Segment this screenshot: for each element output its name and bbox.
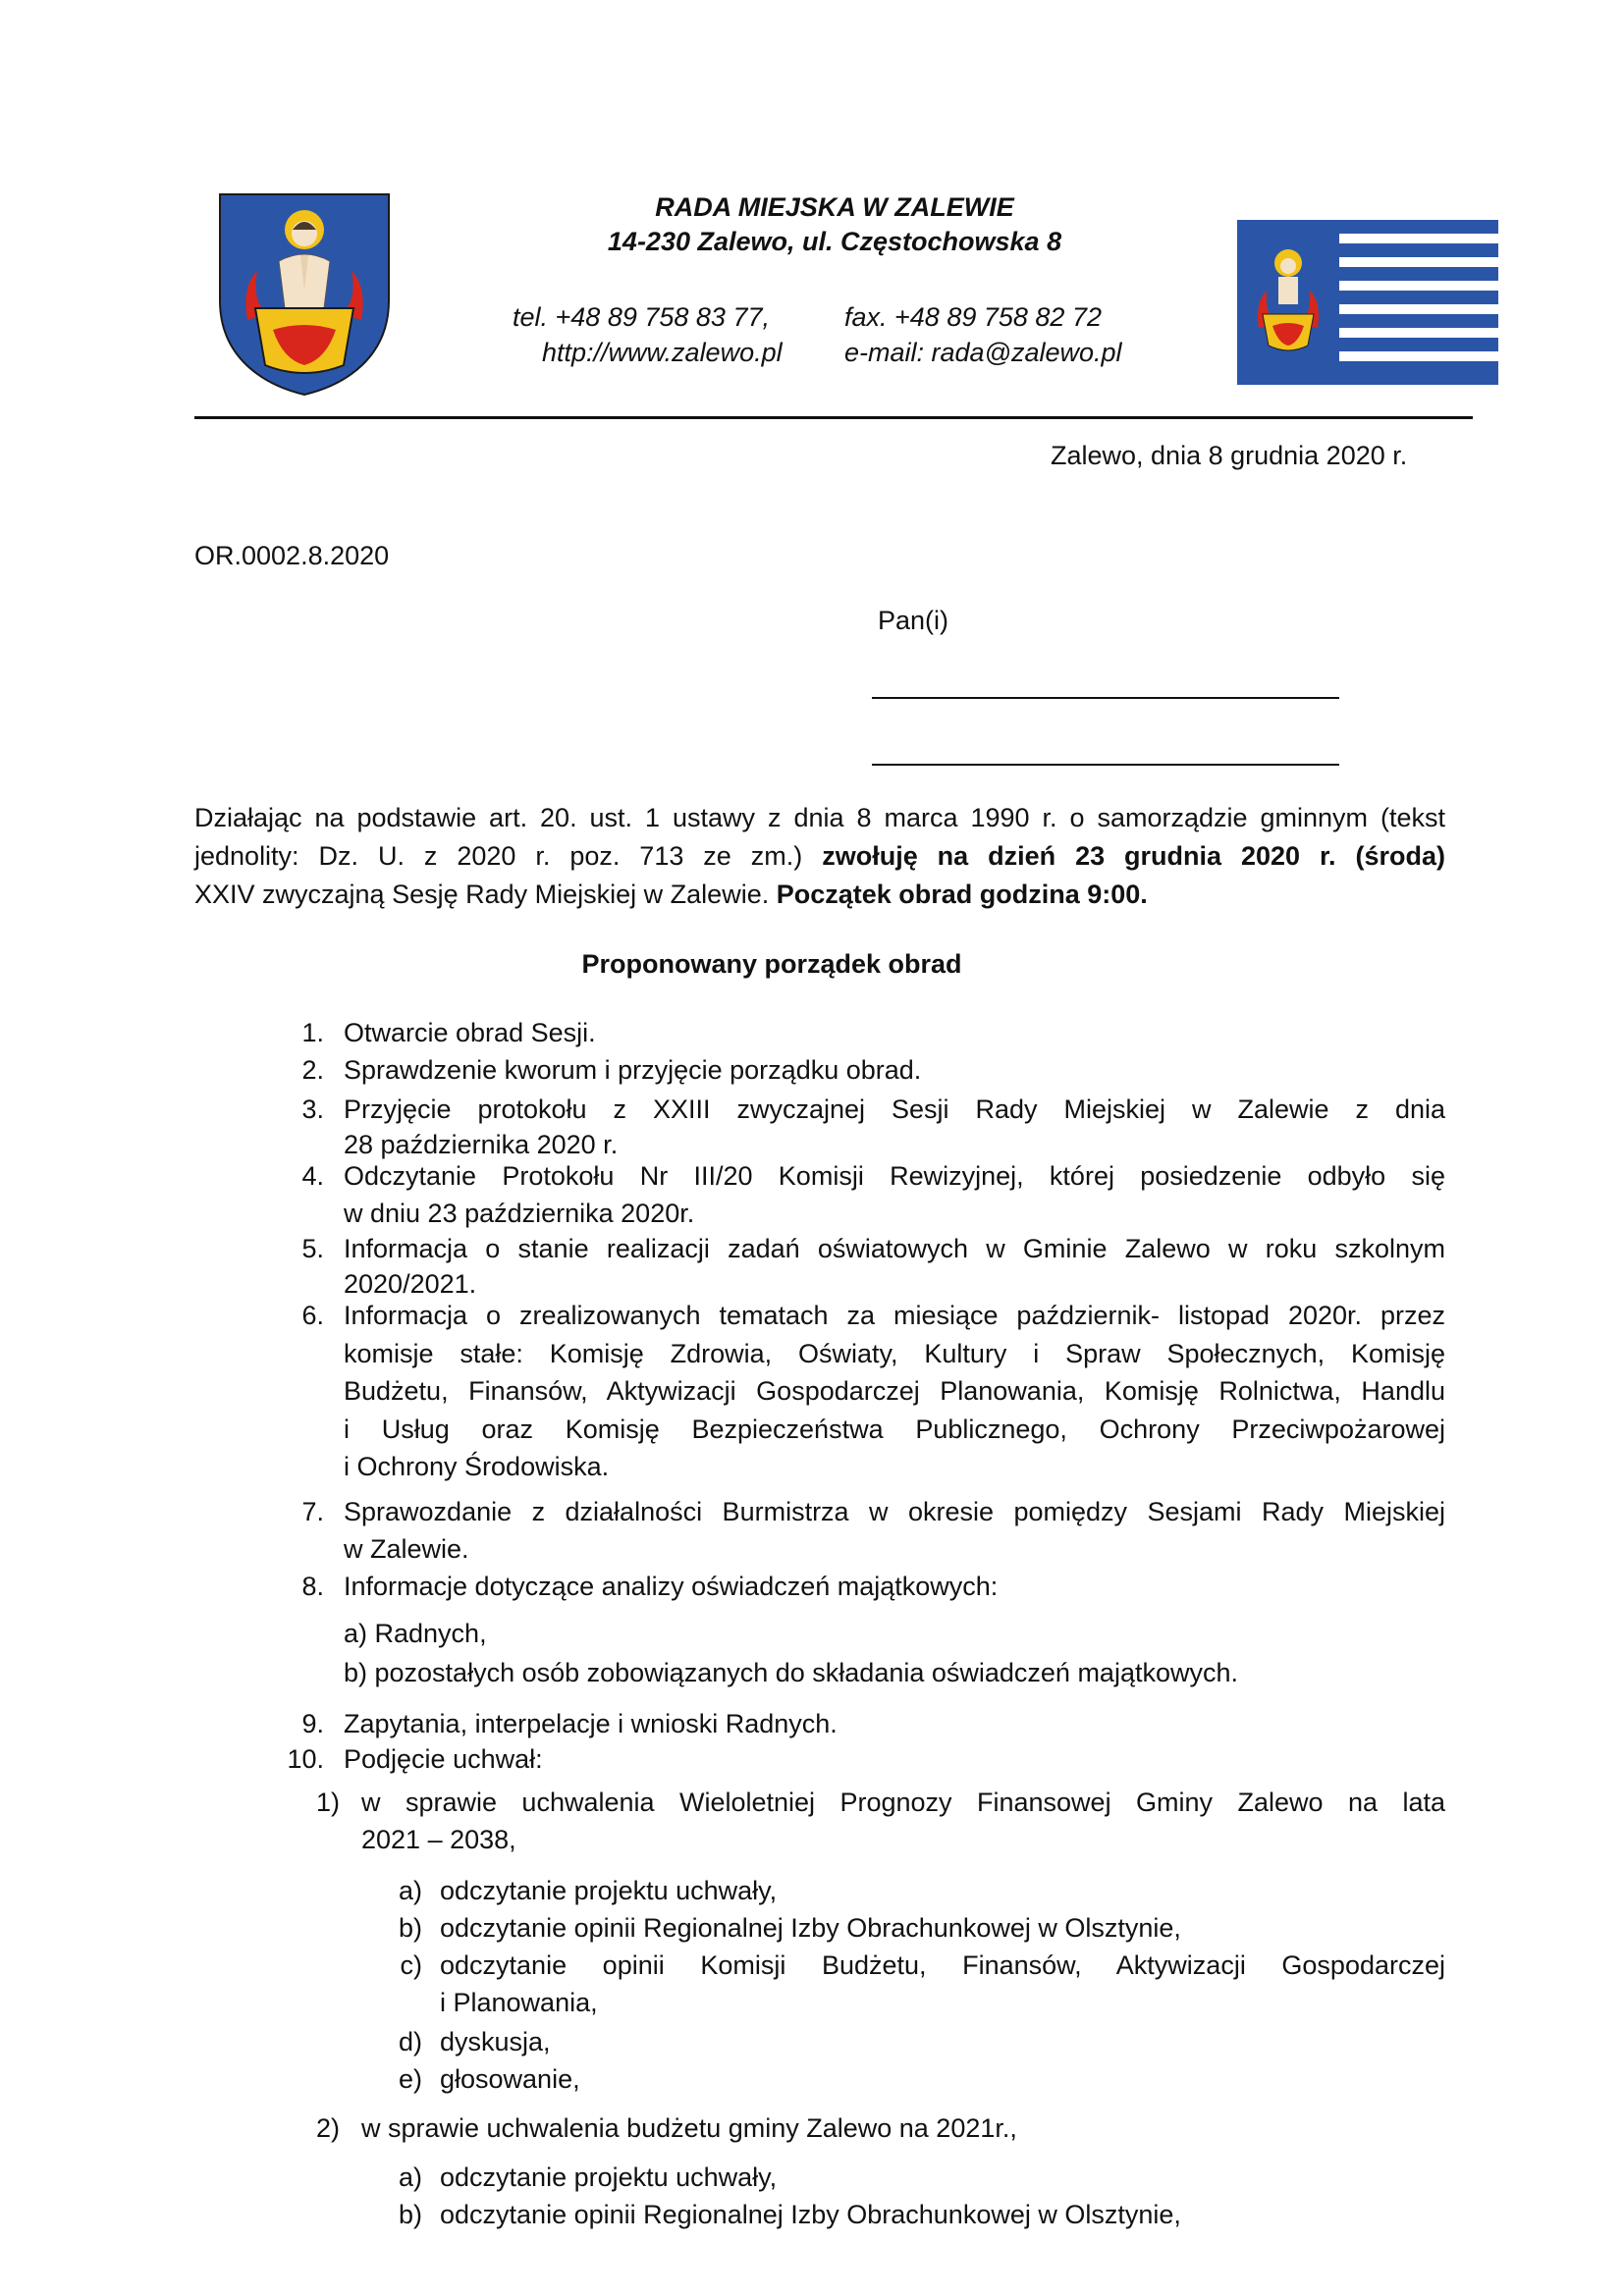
council-title: RADA MIEJSKA W ZALEWIE: [655, 192, 1014, 222]
agenda-item-text: i Usług oraz Komisję Bezpieczeństwa Publicznego, Ochrony Przeciwpożarowej: [344, 1414, 1445, 1444]
addressee-label: Pan(i): [878, 606, 949, 635]
intro-line-3-text: XXIV zwyczajną Sesję Rady Miejskiej w Zalewie.: [194, 880, 777, 909]
agenda-subitem: b) pozostałych osób zobowiązanych do składania oświadczeń majątkowych.: [344, 1658, 1238, 1687]
agenda-subitem: a) Radnych,: [344, 1619, 487, 1648]
agenda-item-text: Przyjęcie protokołu z XXIII zwyczajnej Sesji Rady Miejskiej w Zalewie z dnia: [344, 1095, 1445, 1124]
agenda-item-text: Informacje dotyczące analizy oświadczeń majątkowych:: [344, 1572, 999, 1601]
agenda-item-number: 4.: [301, 1161, 324, 1191]
resolution-step-text: dyskusja,: [440, 2027, 551, 2056]
session-date: zwołuję na dzień 23 grudnia 2020 r. (środa): [822, 841, 1445, 871]
resolution-number: 2): [315, 2113, 340, 2143]
agenda-item-number: 2.: [301, 1055, 324, 1085]
date-line: Zalewo, dnia 8 grudnia 2020 r.: [1051, 441, 1408, 470]
agenda-item-text: 2020/2021.: [344, 1269, 477, 1299]
agenda-item-text: Zapytania, interpelacje i wnioski Radnych.: [344, 1709, 838, 1738]
reference-number: OR.0002.8.2020: [194, 541, 390, 570]
header-rule: [194, 416, 1473, 419]
agenda-item-text: komisje stałe: Komisję Zdrowia, Oświaty, Kultury i Spraw Społecznych, Komisję: [344, 1338, 1445, 1368]
agenda-item-text: Odczytanie Protokołu Nr III/20 Komisji Rewizyjnej, której posiedzenie odbyło się: [344, 1161, 1445, 1191]
agenda-item-number: 10.: [287, 1744, 324, 1774]
resolution-text: w sprawie uchwalenia Wieloletniej Prognozy Finansowej Gminy Zalewo na lata: [361, 1788, 1445, 1817]
resolution-step-text: odczytanie opinii Regionalnej Izby Obrachunkowej w Olsztynie,: [440, 2200, 1181, 2229]
agenda-item-text: i Ochrony Środowiska.: [344, 1452, 610, 1481]
intro-paragraph: [194, 799, 1445, 914]
agenda-item-text: Sprawozdanie z działalności Burmistrza w okresie pomiędzy Sesjami Rady Miejskiej: [344, 1497, 1445, 1526]
resolution-step-text: odczytanie projektu uchwały,: [440, 1876, 778, 1905]
council-address: 14-230 Zalewo, ul. Częstochowska 8: [607, 227, 1062, 256]
resolution-step-text: odczytanie projektu uchwały,: [440, 2163, 778, 2192]
coat-of-arms: [218, 192, 391, 397]
intro-line-1: Działając na podstawie art. 20. ust. 1 ustawy z dnia 8 marca 1990 r. o samorządzie gminnym (tekst: [194, 803, 1445, 832]
agenda-item-number: 8.: [301, 1572, 324, 1601]
agenda-item-text: w dniu 23 października 2020r.: [344, 1199, 695, 1228]
resolution-step-number: c): [400, 1950, 422, 1980]
municipal-flag: [1237, 220, 1498, 385]
website-link[interactable]: http://www.zalewo.pl: [542, 338, 783, 367]
fax-number: fax. +48 89 758 82 72: [844, 302, 1102, 332]
agenda-title: Proponowany porządek obrad: [581, 949, 962, 979]
resolution-step-number: e): [398, 2064, 422, 2094]
agenda-item-number: 9.: [301, 1709, 324, 1738]
agenda-item-text: Sprawdzenie kworum i przyjęcie porządku obrad.: [344, 1055, 922, 1085]
agenda-item-text: Informacja o zrealizowanych tematach za miesiące październik- listopad 2020r. przez: [344, 1301, 1445, 1330]
resolution-step-number: d): [398, 2027, 422, 2056]
agenda-item-number: 6.: [301, 1301, 324, 1330]
phone-number: tel. +48 89 758 83 77,: [513, 302, 770, 332]
agenda-item-text: w Zalewie.: [344, 1534, 469, 1564]
resolution-step-number: a): [398, 1876, 422, 1905]
resolution-step-text: odczytanie opinii Regionalnej Izby Obrachunkowej w Olsztynie,: [440, 1913, 1181, 1943]
agenda-item-text: Podjęcie uchwał:: [344, 1744, 543, 1774]
resolution-step-text: odczytanie opinii Komisji Budżetu, Finansów, Aktywizacji Gospodarczej: [440, 1950, 1445, 1980]
resolution-number: 1): [315, 1788, 340, 1817]
agenda-item-text: 28 października 2020 r.: [344, 1130, 619, 1159]
agenda-item-text: Informacja o stanie realizacji zadań oświatowych w Gminie Zalewo w roku szkolnym: [344, 1234, 1445, 1263]
intro-line-2-text: jednolity: Dz. U. z 2020 r. poz. 713 ze zm.): [194, 841, 823, 871]
agenda-item-number: 5.: [301, 1234, 324, 1263]
intro-line-3: [194, 876, 1445, 914]
resolution-text: w sprawie uchwalenia budżetu gminy Zalewo na 2021r.,: [361, 2113, 1017, 2143]
resolution-step-text: i Planowania,: [440, 1988, 598, 2017]
resolution-step-text: głosowanie,: [440, 2064, 580, 2094]
agenda-item-number: 7.: [301, 1497, 324, 1526]
session-start-time: Początek obrad godzina 9:00.: [776, 880, 1148, 909]
resolution-step-number: a): [398, 2163, 422, 2192]
agenda-item-number: 3.: [301, 1095, 324, 1124]
agenda-item-text: Budżetu, Finansów, Aktywizacji Gospodarczej Planowania, Komisję Rolnictwa, Handlu: [344, 1376, 1445, 1406]
agenda-item-text: Otwarcie obrad Sesji.: [344, 1018, 596, 1047]
addressee-line-1: [872, 697, 1339, 699]
email-link[interactable]: e-mail: rada@zalewo.pl: [844, 338, 1122, 367]
resolution-step-number: b): [398, 2200, 422, 2229]
intro-line-2: [194, 837, 1445, 876]
resolution-step-number: b): [398, 1913, 422, 1943]
agenda-item-number: 1.: [301, 1018, 324, 1047]
addressee-line-2: [872, 764, 1339, 766]
resolution-text: 2021 – 2038,: [361, 1825, 516, 1854]
